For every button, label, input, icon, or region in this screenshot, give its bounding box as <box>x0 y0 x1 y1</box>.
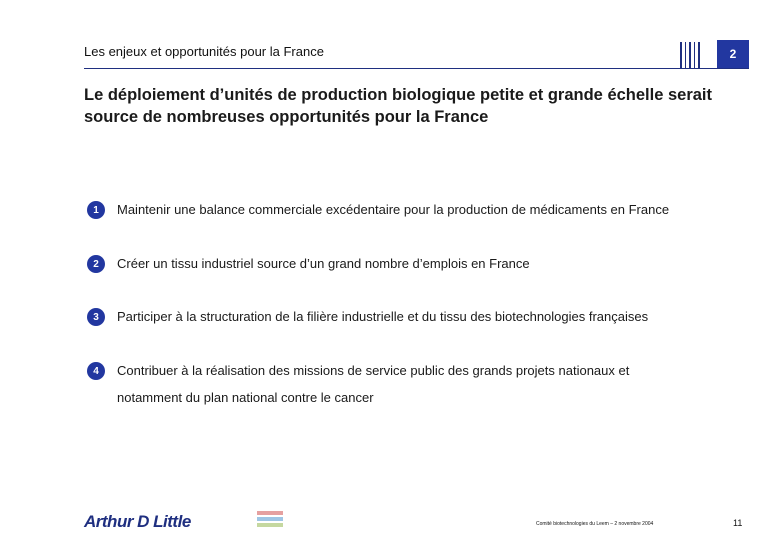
point-number-badge: 4 <box>87 362 105 380</box>
header-rule <box>84 68 749 69</box>
point-text: Participer à la structuration de la filière industrielle et du tissu des biotechnologies françaises <box>117 309 649 324</box>
point-4 <box>87 361 697 411</box>
point-text: Maintenir une balance commerciale excédentaire pour la production de médicaments en France <box>117 202 670 217</box>
footer-note: Comité biotechnologies du Leem – 2 novembre 2004 <box>536 521 654 527</box>
header-title: Les enjeux et opportunités pour la France <box>84 44 324 59</box>
leem-logo-icon <box>255 508 285 532</box>
point-1 <box>87 200 717 223</box>
arthur-d-little-logo: Arthur D Little <box>84 512 191 531</box>
point-number-badge: 1 <box>87 201 105 219</box>
section-number-badge: 2 <box>717 40 749 68</box>
header-divider-lines <box>680 42 700 68</box>
point-2 <box>87 254 717 277</box>
point-3 <box>87 307 717 330</box>
point-text: Créer un tissu industriel source d’un grand nombre d’emplois en France <box>117 256 530 271</box>
page-number: 11 <box>733 518 743 528</box>
point-text: Contribuer à la réalisation des missions de service public des grands projets nationaux et notamment du plan national contre le cancer <box>117 363 630 405</box>
slide-title: Le déploiement d’unités de production biologique petite et grande échelle serait source de nombreuses opportunités pour la France <box>84 86 713 126</box>
point-number-badge: 2 <box>87 255 105 273</box>
point-number-badge: 3 <box>87 308 105 326</box>
